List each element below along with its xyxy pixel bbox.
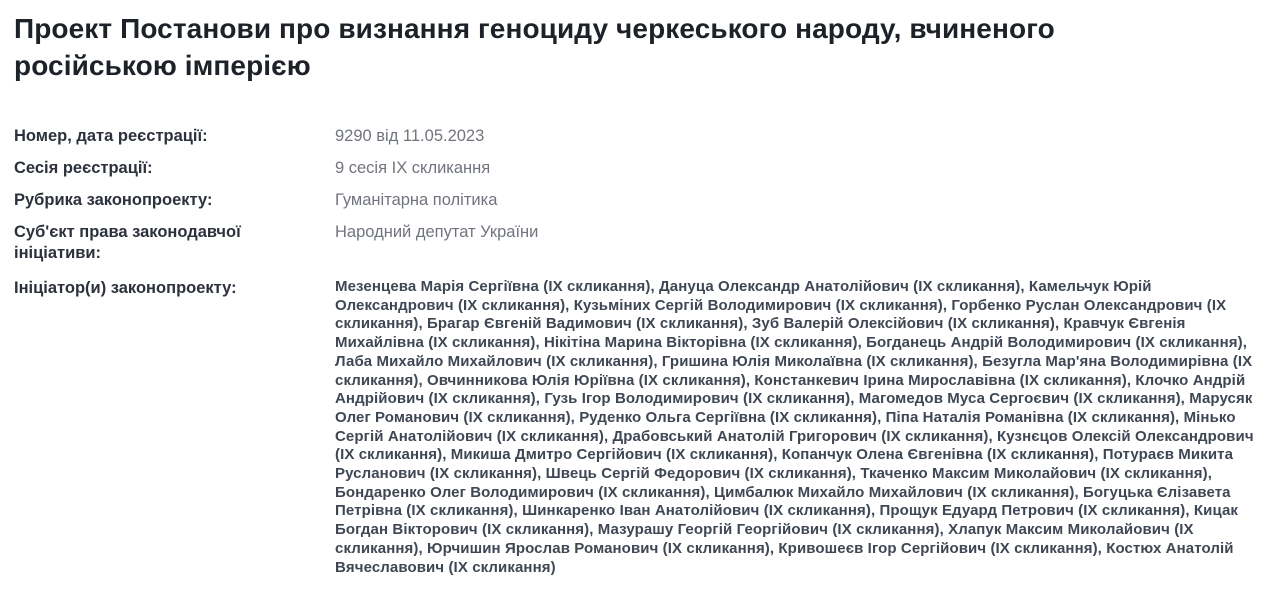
field-value-registration-session: 9 сесія IX скликання — [335, 159, 491, 177]
page-title: Проект Постанови про визнання геноциду черкеського народу, вчиненого російською імперією — [14, 13, 1055, 81]
field-label-registration-number: Номер, дата реєстрації: — [14, 127, 208, 145]
field-row-initiative-subject — [14, 222, 1266, 264]
field-label-rubric: Рубрика законопроекту: — [14, 191, 213, 209]
field-row-registration-session — [14, 158, 1266, 179]
field-row-registration-number — [14, 126, 1266, 147]
field-value-registration-number: 9290 від 11.05.2023 — [335, 127, 485, 145]
field-label-registration-session: Сесія реєстрації: — [14, 159, 153, 177]
field-row-initiators — [14, 278, 1266, 577]
field-label-initiative-subject: Суб'єкт права законодавчої ініціативи: — [14, 223, 241, 262]
field-row-rubric — [14, 190, 1266, 211]
field-value-initiative-subject: Народний депутат України — [335, 223, 539, 241]
initiators-paragraph: Мезенцева Марія Сергіївна (IX скликання), Дануца Олександр Анатолійович (IX скликання), Камельчук Юрій Олександрович (IX скликання), Кузьміних Сергій Володимирович (IX скликання), Горбенко Руслан Олександрович (IX скликання), Брагар Євгеній Вадимович (IX скликання), Зуб Валерій Олексійович (IX скликання), Кравчук Євгенія Михайлівна (IX скликання), Нікітіна Марина Вікторівна (IX скликання), Богданець Андрій Володимирович (IX скликання), Лаба Михайло Михайлович (IX скликання), Гришина Юлія Миколаївна (IX скликання), Безугла Мар'яна Володимирівна (IX скликання), Овчинникова Юлія Юріївна (IX скликання), Констанкевич Ірина Мирославівна (IX скликання), Клочко Андрій Андрійович (IX скликання), Гузь Ігор Володимирович (IX скликання), Магомедов Муса Сергоєвич (IX скликання), Марусяк Олег Романович (IX скликання), Руденко Ольга Сергіївна (IX скликання), Піпа Наталія Романівна (IX скликання), Мінько Сергій Анатолійович (IX скликання), Драбовський Анатолій Григорович (IX скликання), Кузнєцов Олексій Олександрович (IX скликання), Микиша Дмитро Сергійович (IX скликання), Копанчук Олена Євгенівна (IX скликання), Потураєв Микита Русланович (IX скликання), Швець Сергій Федорович (IX скликання), Ткаченко Максим Миколайович (IX скликання), Бондаренко Олег Володимирович (IX скликання), Цимбалюк Михайло Михайлович (IX скликання), Богуцька Єлізавета Петрівна (IX скликання), Шинкаренко Іван Анатолійович (IX скликання), Прощук Едуард Петрович (IX скликання), Кицак Богдан Вікторович (IX скликання), Мазурашу Георгій Георгійович (IX скликання), Хлапук Максим Миколайович (IX скликання), Юрчишин Ярослав Романович (IX скликання), Кривошеєв Ігор Сергійович (IX скликання), Костюх Анатолій Вячеславович (IX скликання) — [335, 278, 1254, 576]
bill-fields — [14, 126, 1266, 577]
field-value-rubric: Гуманітарна політика — [335, 191, 498, 209]
field-label-initiators: Ініціатор(и) законопроекту: — [14, 279, 237, 297]
